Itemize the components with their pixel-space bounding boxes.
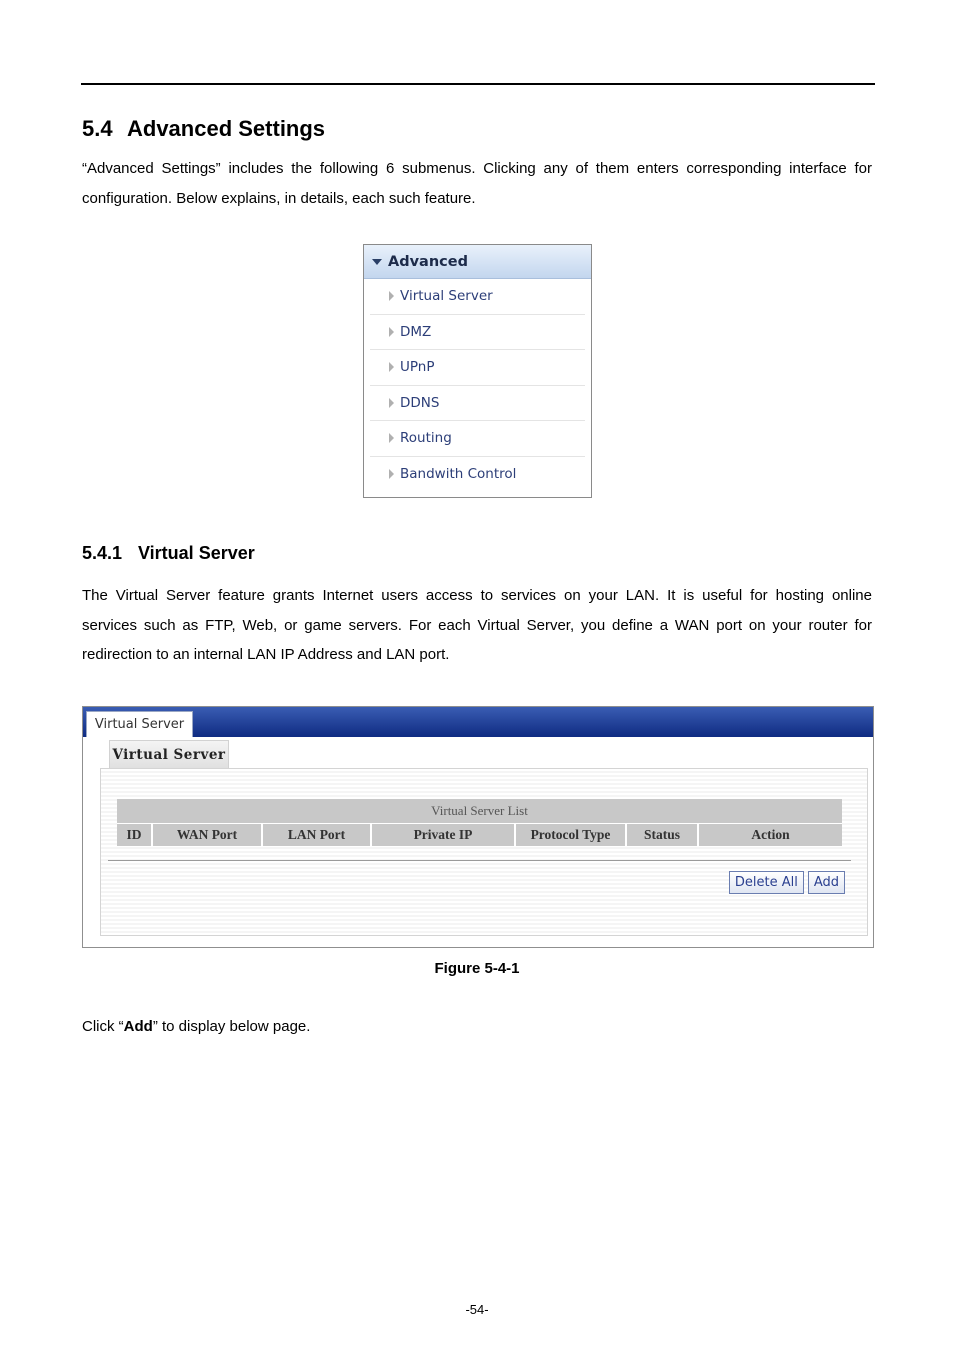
add-button[interactable]: Add xyxy=(808,871,845,894)
menu-item-label: DMZ xyxy=(400,323,432,340)
table-caption-label: Virtual Server List xyxy=(431,803,528,818)
subsection-title: Virtual Server xyxy=(138,543,255,563)
virtual-server-screenshot xyxy=(82,706,874,948)
table-header-row xyxy=(117,824,842,846)
chevron-right-icon xyxy=(389,469,394,479)
instruction-before: Click “ xyxy=(82,1018,124,1035)
menu-item-bandwith-control[interactable] xyxy=(370,457,585,493)
column-header-private-ip: Private IP xyxy=(372,824,516,846)
virtual-server-list-table xyxy=(117,799,842,846)
menu-item-label: Virtual Server xyxy=(400,288,493,305)
column-header-wan-port: WAN Port xyxy=(153,824,263,846)
title-bar xyxy=(83,707,873,737)
chevron-right-icon xyxy=(389,398,394,408)
header-rule xyxy=(81,83,875,85)
instruction-after: ” to display below page. xyxy=(152,1018,311,1035)
menu-item-label: Routing xyxy=(400,430,452,447)
column-header-id: ID xyxy=(117,824,153,846)
chevron-right-icon xyxy=(389,291,394,301)
chevron-right-icon xyxy=(389,362,394,372)
figure-caption: Figure 5-4-1 xyxy=(434,960,520,977)
advanced-menu-screenshot xyxy=(363,244,592,498)
advanced-menu-title: Advanced xyxy=(388,253,468,270)
tab-label: Virtual Server xyxy=(94,717,185,732)
instruction-text xyxy=(82,1018,310,1035)
virtual-server-panel xyxy=(100,768,868,936)
body-line: The Virtual Server feature grants Internet users access to services on your LAN. It is useful for hosting online xyxy=(82,587,872,604)
column-header-status: Status xyxy=(627,824,699,846)
page-number: -54- xyxy=(465,1302,489,1317)
tab-virtual-server[interactable] xyxy=(86,711,193,737)
menu-item-dmz[interactable] xyxy=(370,315,585,351)
menu-item-upnp[interactable] xyxy=(370,350,585,386)
subtab-label: Virtual Server xyxy=(112,746,226,763)
column-header-action: Action xyxy=(699,824,842,846)
menu-item-label: UPnP xyxy=(400,359,435,376)
intro-line: “Advanced Settings” includes the following 6 submenus. Clicking any of them enters corresponding interface for xyxy=(82,160,872,177)
section-heading xyxy=(82,116,325,142)
body-line: services such as FTP, Web, or game servers. For each Virtual Server, you define a WAN port on your router for xyxy=(82,616,872,634)
delete-all-button[interactable]: Delete All xyxy=(729,871,804,894)
section-number: 5.4 xyxy=(82,116,113,141)
button-group xyxy=(729,871,845,894)
instruction-bold: Add xyxy=(123,1018,153,1035)
menu-item-routing[interactable] xyxy=(370,421,585,457)
chevron-right-icon xyxy=(389,433,394,443)
body-line: redirection to an internal LAN IP Address and LAN port. xyxy=(82,646,450,663)
divider xyxy=(108,860,851,861)
section-title: Advanced Settings xyxy=(127,116,326,141)
column-header-protocol-type: Protocol Type xyxy=(516,824,627,846)
column-header-lan-port: LAN Port xyxy=(263,824,372,846)
subsection-body xyxy=(82,581,872,670)
section-intro xyxy=(82,154,872,213)
menu-item-virtual-server[interactable] xyxy=(370,279,585,315)
menu-item-label: DDNS xyxy=(400,394,440,411)
subsection-heading xyxy=(82,543,255,564)
subtab-virtual-server[interactable] xyxy=(109,740,229,768)
intro-line: configuration. Below explains, in details, each such feature. xyxy=(82,189,476,207)
menu-item-ddns[interactable] xyxy=(370,386,585,422)
chevron-right-icon xyxy=(389,327,394,337)
table-caption xyxy=(117,799,842,824)
menu-item-label: Bandwith Control xyxy=(400,466,517,483)
advanced-menu-header[interactable] xyxy=(364,245,591,279)
subsection-number: 5.4.1 xyxy=(82,543,123,563)
triangle-down-icon xyxy=(372,259,382,265)
